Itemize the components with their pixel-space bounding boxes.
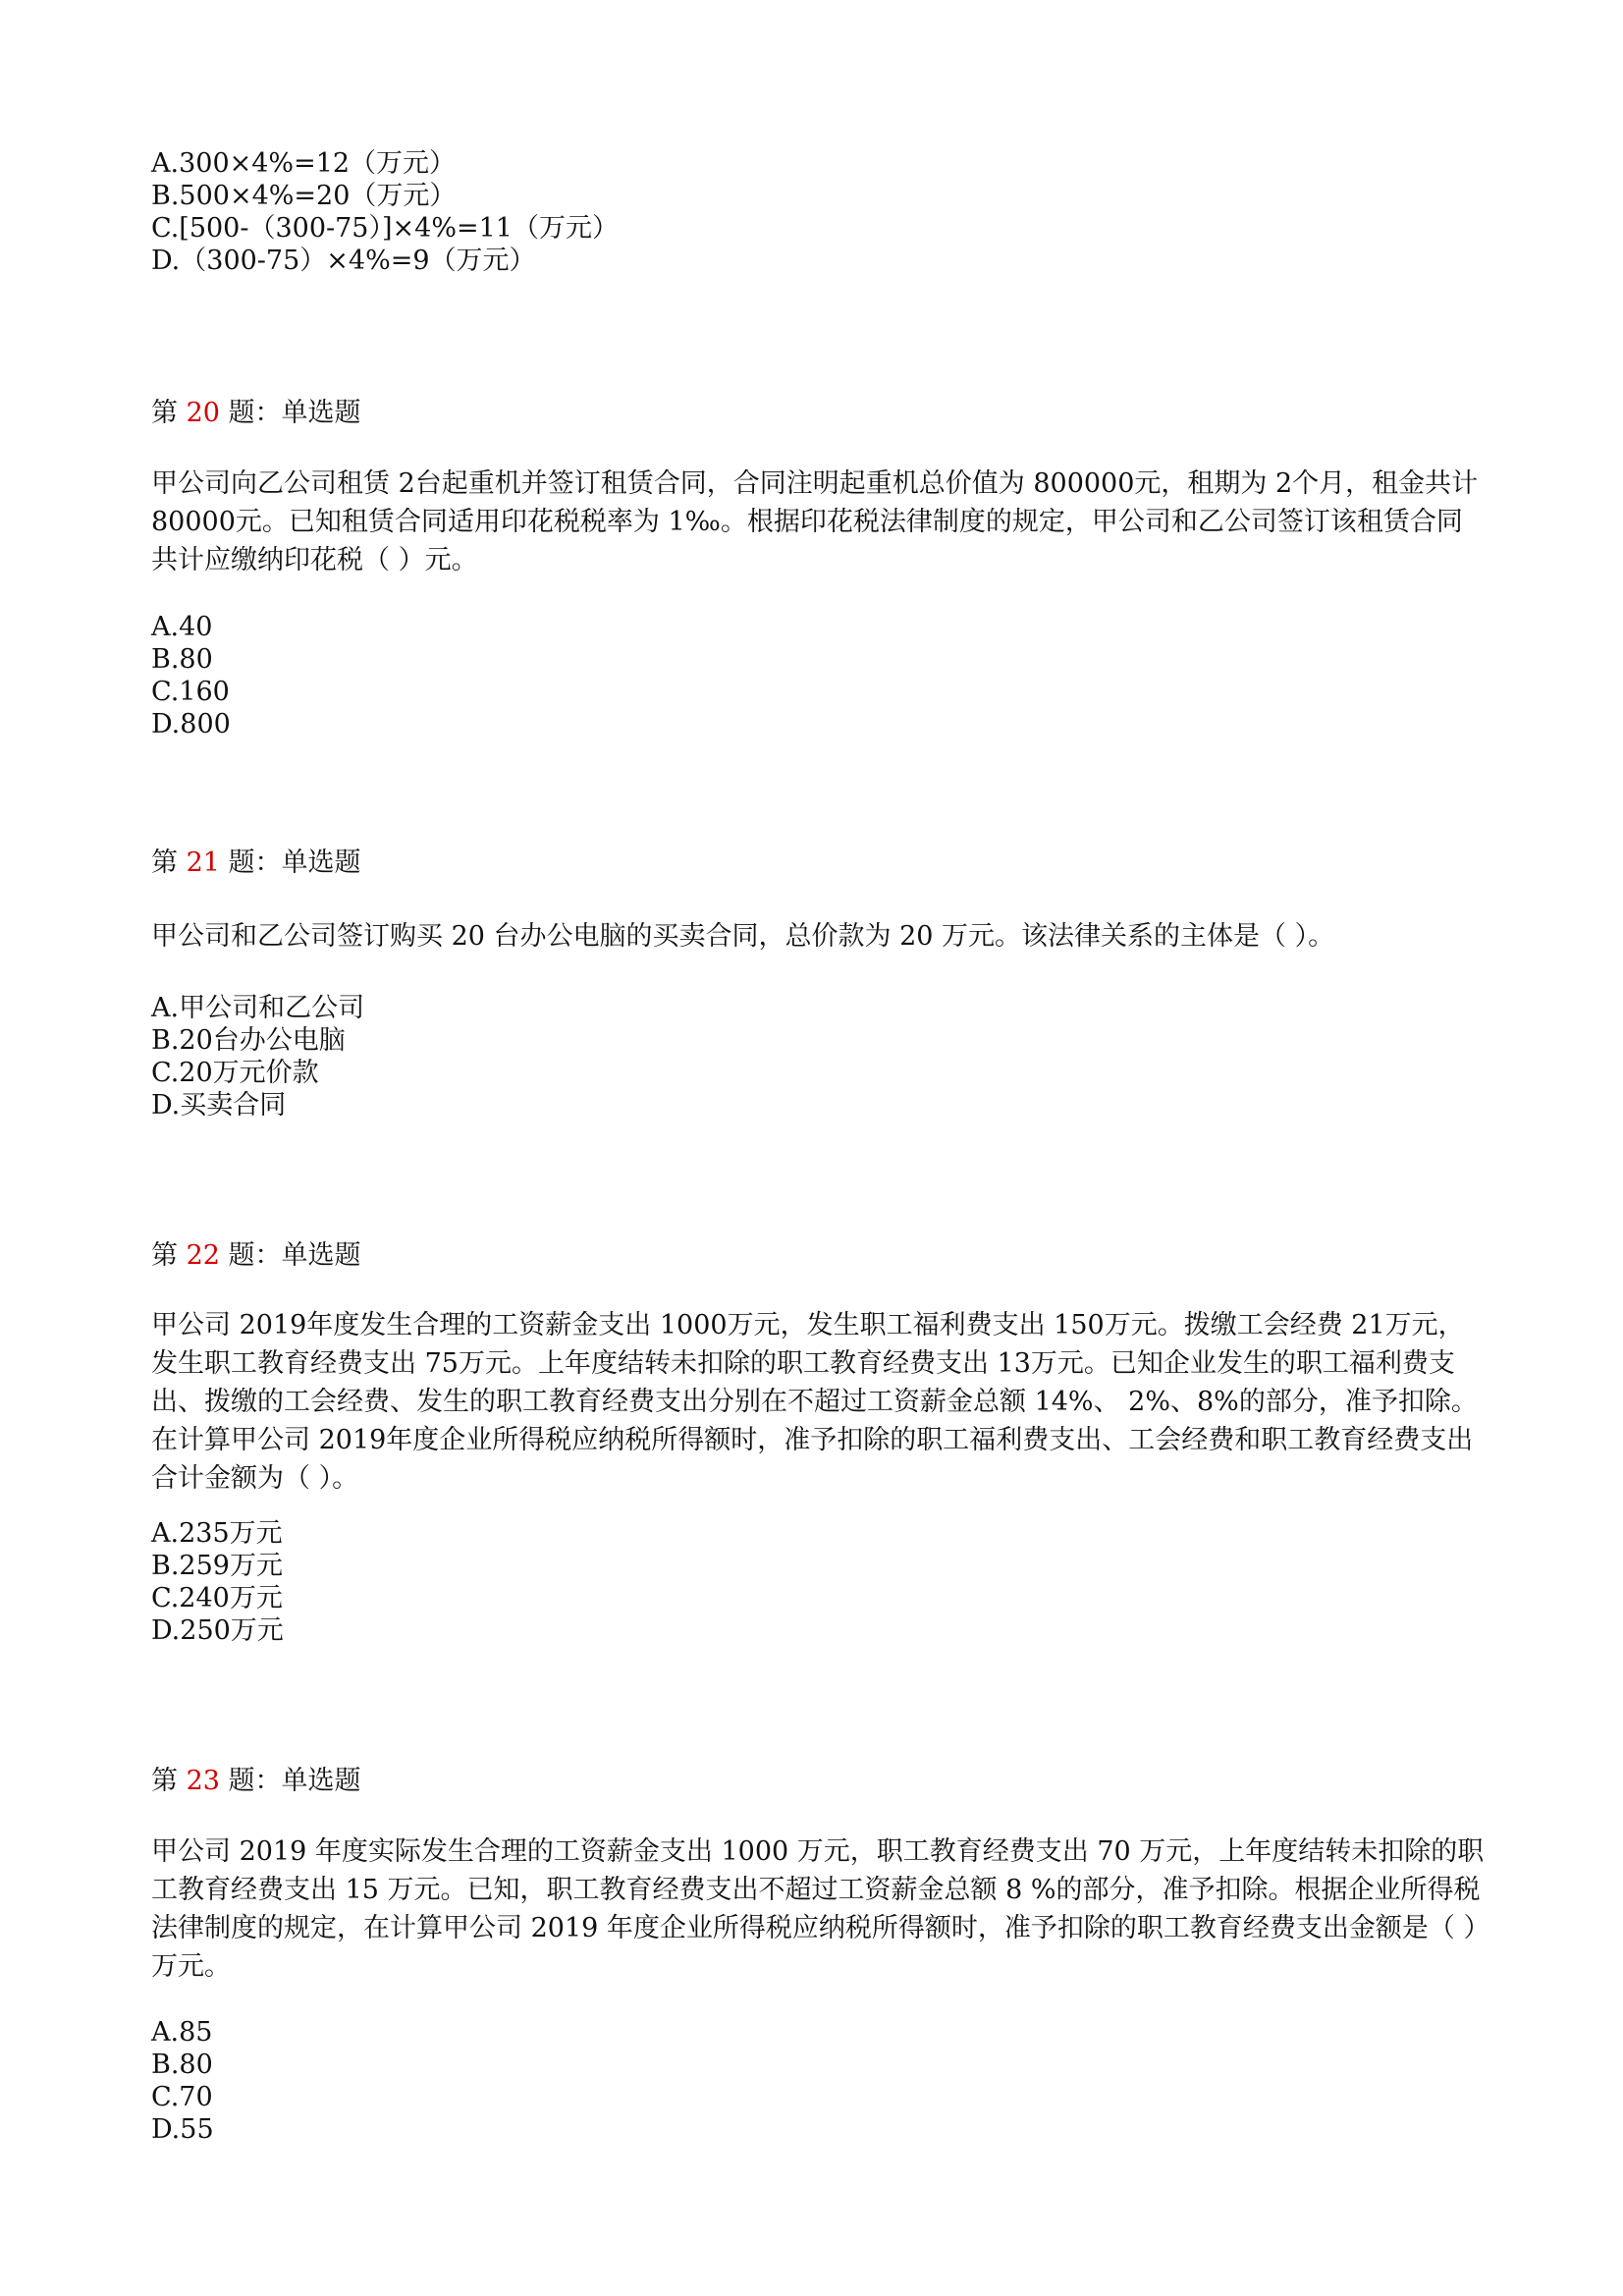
question-number: 20 [186,398,220,428]
question-20-options [151,611,231,740]
question-20-heading [151,397,361,429]
option-a: A.85 [151,2017,213,2048]
option-d: D.800 [151,709,231,739]
question-23-heading [151,1765,361,1797]
option-d: D.买卖合同 [151,1090,287,1121]
question-22-options [151,1517,284,1647]
question-22-heading [151,1239,361,1272]
option-a: A.甲公司和乙公司 [151,993,365,1023]
option-b: B.80 [151,644,213,675]
question-type: 题：单选题 [228,1766,361,1796]
question-21-heading [151,847,361,879]
question-type: 题：单选题 [228,847,361,878]
question-22-text: 甲公司 2019年度发生合理的工资薪金支出 1000万元，发生职工福利费支出 150万元。拨缴工会经费 21万元，发生职工教育经费支出 75万元。上年度结转未扣除的职工教育经费支出 13万元。已知企业发生的职工福利费支出、拨缴的工会经费、发生的职工教育经费支出分别在不超过工资薪金总额 14%、 2%、8%的部分，准予扣除。在计算甲公司 2019年度企业所得税应纳税所得额时，准予扣除的职工福利费支出、工会经费和职工教育经费支出合计金额为（ ）。 [151,1310,1478,1494]
question-number: 23 [186,1766,220,1796]
question-type: 题：单选题 [228,398,361,428]
question-prefix: 第 [151,847,178,878]
question-number: 22 [186,1240,220,1271]
option-b: B.500×4%=20（万元） [151,181,457,211]
option-c: C.20万元价款 [151,1058,319,1088]
question-prefix: 第 [151,398,178,428]
option-a: A.300×4%=12（万元） [151,148,457,179]
question-20-text: 甲公司向乙公司租赁 2台起重机并签订租赁合同，合同注明起重机总价值为 800000元，租期为 2个月，租金共计 80000元。已知租赁合同适用印花税税率为 1‰。根据印花税法律制度的规定，甲公司和乙公司签订该租赁合同共计应缴纳印花税（ ）元。 [151,468,1479,575]
option-c: C.160 [151,677,230,707]
question-23-options [151,2016,214,2146]
question-number: 21 [186,847,220,878]
option-c: C.[500-（300-75）]×4%=11（万元） [151,213,619,244]
option-a: A.235万元 [151,1518,283,1549]
option-b: B.259万元 [151,1551,283,1581]
option-c: C.70 [151,2082,213,2112]
option-b: B.80 [151,2050,213,2080]
question-23-text: 甲公司 2019 年度实际发生合理的工资薪金支出 1000 万元，职工教育经费支出 70 万元，上年度结转未扣除的职工教育经费支出 15 万元。已知，职工教育经费支出不超过工资薪金总额 8 %的部分，准予扣除。根据企业所得税法律制度的规定，在计算甲公司 2019 年度企业所得税应纳税所得额时，准予扣除的职工教育经费支出金额是（ ）万元。 [151,1836,1485,1982]
question-prefix: 第 [151,1240,178,1271]
question-type: 题：单选题 [228,1240,361,1271]
option-b: B.20台办公电脑 [151,1025,346,1056]
question-21-options [151,992,364,1121]
option-d: D.55 [151,2114,214,2145]
option-d: D.250万元 [151,1615,284,1646]
question-prefix: 第 [151,1766,178,1796]
option-c: C.240万元 [151,1583,283,1613]
question-21-text: 甲公司和乙公司签订购买 20 台办公电脑的买卖合同，总价款为 20 万元。该法律关系的主体是（ ）。 [151,921,1335,952]
option-d: D.（300-75）×4%=9（万元） [151,246,536,276]
option-a: A.40 [151,612,213,642]
previous-question-options [151,147,619,277]
